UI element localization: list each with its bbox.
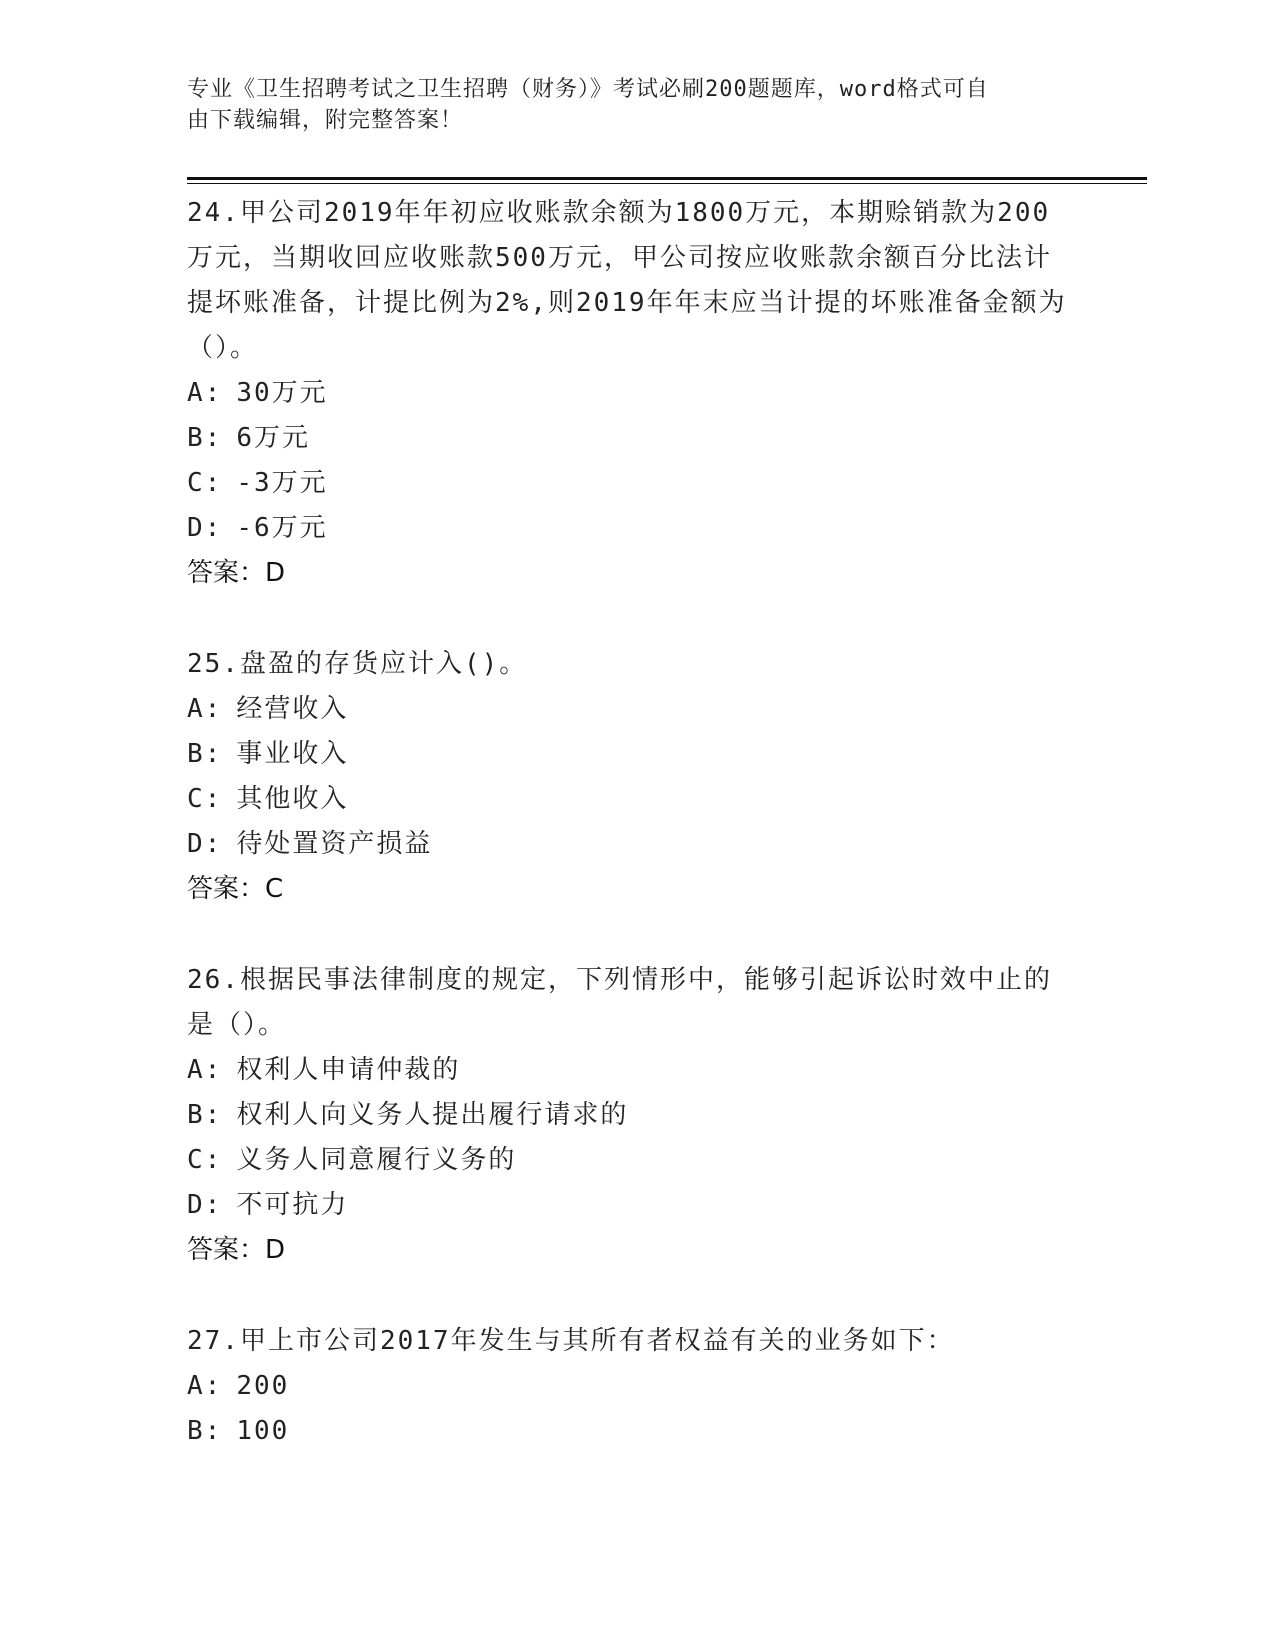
question-24 xyxy=(187,191,1067,596)
option-letter: B: xyxy=(187,1416,223,1446)
option-text: 30万元 xyxy=(236,378,328,408)
question-25 xyxy=(187,642,1067,912)
option-c xyxy=(187,777,1067,822)
option-letter: C: xyxy=(187,1145,223,1175)
question-text: 26.根据民事法律制度的规定，下列情形中，能够引起诉讼时效中止的是（）。 xyxy=(187,965,1052,1040)
option-letter: A: xyxy=(187,1371,223,1401)
option-letter: C: xyxy=(187,784,223,814)
option-text: 经营收入 xyxy=(236,694,349,724)
option-text: 权利人申请仲裁的 xyxy=(236,1055,461,1085)
option-letter: C: xyxy=(187,468,223,498)
option-text: 200 xyxy=(236,1371,290,1401)
option-letter: A: xyxy=(187,378,223,408)
question-text: 25.盘盈的存货应计入()。 xyxy=(187,649,528,679)
answer-line: 答案：D xyxy=(187,1235,286,1265)
option-letter: A: xyxy=(187,1055,223,1085)
question-27 xyxy=(187,1319,1067,1454)
option-text: -6万元 xyxy=(236,513,328,543)
option-d xyxy=(187,822,1067,867)
option-letter: A: xyxy=(187,694,223,724)
header-rule-thin xyxy=(187,183,1147,184)
header-line-2: 由下载编辑，附完整答案！ xyxy=(187,108,464,133)
option-b xyxy=(187,1093,1067,1138)
option-b xyxy=(187,416,1067,461)
option-text: 待处置资产损益 xyxy=(236,829,433,859)
option-b xyxy=(187,1409,1067,1454)
option-c xyxy=(187,1138,1067,1183)
option-letter: D: xyxy=(187,1190,223,1220)
question-26 xyxy=(187,958,1067,1273)
option-letter: D: xyxy=(187,829,223,859)
option-text: 100 xyxy=(236,1416,290,1446)
option-text: 6万元 xyxy=(236,423,310,453)
option-text: 其他收入 xyxy=(236,784,349,814)
header-rule-thick xyxy=(187,177,1147,180)
answer-line: 答案：C xyxy=(187,874,284,904)
option-text: 权利人向义务人提出履行请求的 xyxy=(236,1100,629,1130)
document-header xyxy=(187,74,1067,136)
question-text: 24.甲公司2019年年初应收账款余额为1800万元，本期赊销款为200万元，当期收回应收账款500万元，甲公司按应收账款余额百分比法计提坏账准备，计提比例为2%,则2019年年末应当计提的坏账准备金额为（）。 xyxy=(187,198,1067,363)
option-c xyxy=(187,461,1067,506)
question-list xyxy=(187,191,1067,1500)
option-letter: B: xyxy=(187,1100,223,1130)
option-text: 义务人同意履行义务的 xyxy=(236,1145,517,1175)
option-text: 事业收入 xyxy=(236,739,349,769)
option-letter: D: xyxy=(187,513,223,543)
option-a xyxy=(187,1048,1067,1093)
answer-line: 答案：D xyxy=(187,558,286,588)
option-text: 不可抗力 xyxy=(236,1190,349,1220)
option-d xyxy=(187,506,1067,551)
option-letter: B: xyxy=(187,739,223,769)
question-text: 27.甲上市公司2017年发生与其所有者权益有关的业务如下： xyxy=(187,1326,955,1356)
option-letter: B: xyxy=(187,423,223,453)
option-d xyxy=(187,1183,1067,1228)
option-a xyxy=(187,371,1067,416)
header-line-1: 专业《卫生招聘考试之卫生招聘（财务）》考试必刷200题题库，word格式可自 xyxy=(187,77,989,102)
option-b xyxy=(187,732,1067,777)
option-a xyxy=(187,1364,1067,1409)
option-a xyxy=(187,687,1067,732)
option-text: -3万元 xyxy=(236,468,328,498)
